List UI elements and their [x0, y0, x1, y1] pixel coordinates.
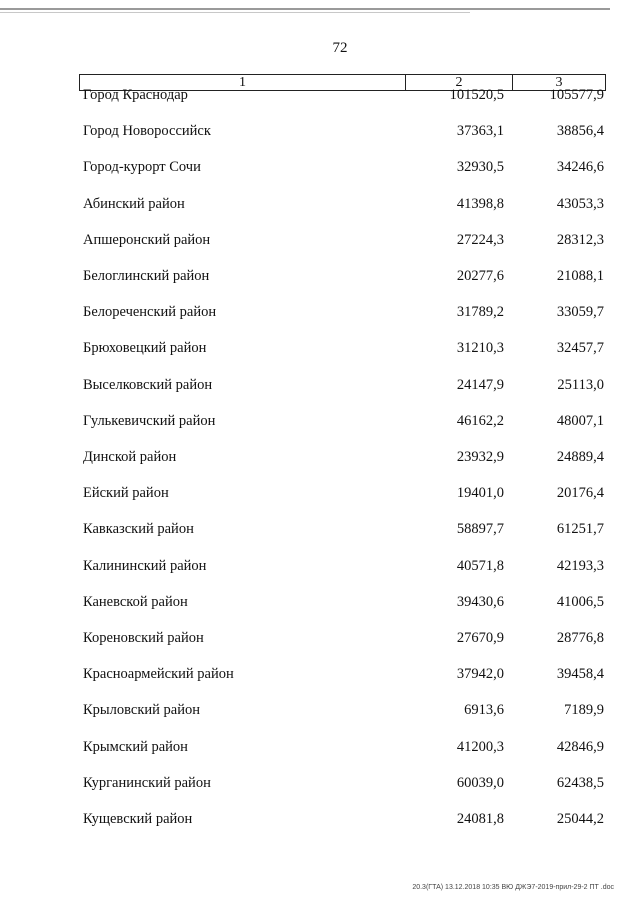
row-name: Каневской район: [83, 593, 188, 610]
row-name: Город-курорт Сочи: [83, 159, 201, 176]
row-value-col-2: 31210,3: [456, 340, 504, 357]
table-row: [79, 85, 606, 105]
row-value-col-3: 41006,5: [556, 593, 604, 610]
row-value-col-3: 38856,4: [556, 123, 604, 140]
row-name: Кавказский район: [83, 521, 194, 538]
row-name: Кореновский район: [83, 630, 204, 646]
top-scan-line: [0, 8, 610, 10]
row-value-col-3: 28776,8: [556, 630, 604, 646]
table-row: [79, 483, 606, 503]
table-row: [79, 700, 606, 720]
table-row: [79, 121, 606, 141]
row-value-col-3: 48007,1: [556, 412, 604, 429]
top-scan-line-secondary: [0, 12, 470, 13]
table-row: [79, 194, 606, 214]
row-name: Город Краснодар: [83, 87, 188, 103]
table-row: [79, 628, 606, 648]
row-value-col-2: 6913,6: [464, 702, 504, 719]
table-row: [79, 375, 606, 395]
row-value-col-2: 19401,0: [456, 485, 504, 502]
table-header-col-2: 2: [406, 75, 513, 90]
row-name: Город Новороссийск: [83, 123, 211, 140]
row-value-col-3: 28312,3: [556, 231, 604, 248]
row-value-col-3: 43053,3: [556, 195, 604, 212]
row-value-col-3: 25113,0: [557, 376, 604, 393]
table-row: [79, 809, 606, 829]
row-value-col-3: 39458,4: [556, 666, 604, 683]
row-name: Абинский район: [83, 195, 185, 212]
row-value-col-3: 7189,9: [564, 702, 604, 719]
table-row: [79, 447, 606, 467]
row-value-col-2: 24147,9: [456, 376, 504, 393]
row-value-col-3: 32457,7: [556, 340, 604, 357]
row-value-col-3: 61251,7: [556, 521, 604, 538]
table-row: [79, 737, 606, 757]
table-row: [79, 519, 606, 539]
data-table: [79, 74, 606, 827]
row-name: Кущевский район: [83, 811, 193, 827]
row-value-col-3: 20176,4: [556, 485, 604, 502]
table-header-col-1: 1: [80, 75, 406, 90]
table-row: [79, 302, 606, 322]
row-name: Белореченский район: [83, 304, 217, 321]
row-value-col-3: 62438,5: [556, 774, 604, 791]
row-value-col-3: 24889,4: [556, 449, 604, 465]
table-row: [79, 338, 606, 358]
row-name: Брюховецкий район: [83, 340, 207, 357]
row-value-col-3: 25044,2: [556, 811, 604, 827]
table-row: [79, 230, 606, 250]
row-value-col-2: 32930,5: [456, 159, 504, 176]
row-value-col-2: 101520,5: [449, 87, 504, 103]
row-value-col-3: 42193,3: [556, 557, 604, 574]
row-name: Апшеронский район: [83, 231, 211, 248]
row-name: Крымский район: [83, 738, 188, 755]
row-value-col-2: 41398,8: [456, 195, 504, 212]
row-value-col-2: 27670,9: [456, 630, 504, 646]
row-value-col-2: 58897,7: [456, 521, 504, 538]
row-value-col-3: 21088,1: [556, 268, 604, 284]
row-value-col-2: 41200,3: [456, 738, 504, 755]
table-row: [79, 592, 606, 612]
table-row: [79, 266, 606, 286]
row-value-col-2: 40571,8: [456, 557, 504, 574]
row-name: Крыловский район: [83, 702, 200, 719]
row-value-col-2: 24081,8: [456, 811, 504, 827]
table-row: [79, 664, 606, 684]
row-value-col-2: 39430,6: [456, 593, 504, 610]
page-number: 72: [332, 40, 348, 56]
row-value-col-2: 46162,2: [456, 412, 504, 429]
table-row: [79, 773, 606, 793]
row-value-col-2: 37942,0: [456, 666, 504, 683]
row-name: Ейский район: [83, 485, 169, 502]
row-name: Гулькевичский район: [83, 412, 216, 429]
row-value-col-2: 31789,2: [456, 304, 504, 321]
table-row: [79, 411, 606, 431]
row-value-col-2: 20277,6: [456, 268, 504, 284]
row-value-col-3: 42846,9: [556, 738, 604, 755]
row-name: Курганинский район: [83, 774, 211, 791]
table-row: [79, 556, 606, 576]
row-value-col-2: 23932,9: [456, 449, 504, 465]
row-value-col-3: 34246,6: [556, 159, 604, 176]
row-value-col-3: 105577,9: [549, 87, 604, 103]
row-value-col-2: 60039,0: [456, 774, 504, 791]
row-name: Красноармейский район: [83, 666, 234, 683]
row-name: Калининский район: [83, 557, 207, 574]
row-value-col-2: 27224,3: [456, 231, 504, 248]
row-value-col-2: 37363,1: [456, 123, 504, 140]
row-name: Белоглинский район: [83, 268, 210, 284]
row-name: Выселковский район: [83, 376, 213, 393]
document-footer: 20.3(ГТА) 13.12.2018 10:35 ВЮ ДЖЭ7-2019-прил-29-2 ПТ .doc: [412, 884, 614, 891]
row-name: Динской район: [83, 449, 177, 465]
table-row: [79, 157, 606, 177]
row-value-col-3: 33059,7: [556, 304, 604, 321]
table-header-col-3: 3: [555, 75, 563, 90]
